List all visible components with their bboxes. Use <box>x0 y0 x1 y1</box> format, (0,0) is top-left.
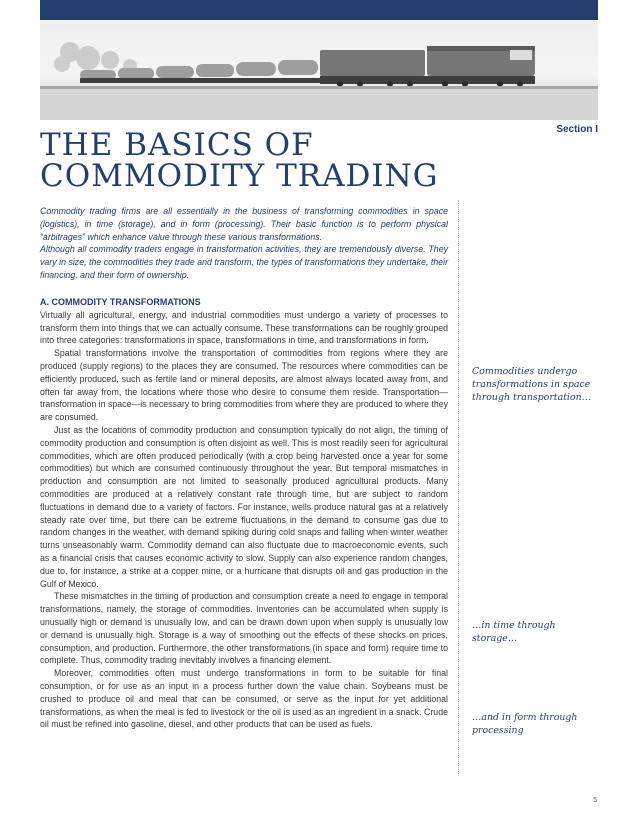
margin-note-time: …in time through storage… <box>472 620 556 644</box>
body-paragraph: These mismatches in the timing of production and consumption create a need to engage in temporal transformations, namely, the storage of commodities. Inventories can be accumulated when supply is unusually high or demand is unusually low, and can be drawn down upon when supply is unusually low or demand is unusually high. Storage is a way of smoothing out the effects of these shocks on prices, consumption, and production. Furthermore, the other transformations (in space and form) require time to complete. Thus, commodity trading inevitably involves a financing element. <box>40 591 448 666</box>
page-number: 5 <box>593 797 597 804</box>
intro-block <box>40 205 448 282</box>
margin-note-form: …and in form through processing <box>472 712 578 736</box>
header-band <box>40 0 598 20</box>
body-paragraph: Just as the locations of commodity production and consumption typically do not align, the timing of commodity production and consumption is often disjoint as well. This is most readily seen for agricultural commodities, which are often produced periodically (with a crop being harvested once a year for some commodities) but which are consumed continuously throughout the year. But temporal mismatches in production and consumption are not limited to seasonally produced agricultural products. Many commodities are produced at a relatively constant rate through time, but are subject to random fluctuations in demand due to a variety of factors. For instance, wells produce natural gas at a relatively steady rate over time, but there can be extreme fluctuations in the demand to consume gas due to random changes in the weather, with demand spiking during cold snaps and falling when winter weather turns unseasonably warm. Commodity demand can also fluctuate due to macroeconomic events, such as a financial crisis that causes economic activity to slow. Supply can also experience random changes, due to, for instance, a strike at a copper mine, or a hurricane that disrupts oil and gas production in the Gulf of Mexico. <box>40 424 448 589</box>
train-illustration <box>40 20 598 120</box>
main-text-column <box>40 296 448 731</box>
intro-paragraph: Although all commodity traders engage in transformation activities, they are tremendously diverse. They vary in size, the commodities they trade and transform, the types of transformations they undertake, their financing, and their form of ownership. <box>40 244 448 280</box>
column-divider <box>458 200 459 776</box>
body-paragraph: Virtually all agricultural, energy, and industrial commodities must undergo a variety of processes to transform them into things that we can actually consume. These transformations can be roughly grouped into three categories: transformations in space, transformations in time, and transformations in form. <box>40 309 448 346</box>
body-paragraph: Moreover, commodities often must undergo transformations in form to be suitable for final consumption, or for use as an input in a process further down the value chain. Soybeans must be crushed to produce oil and meal that can be consumed, or serve as the input for yet additional transformations, as when the meal is fed to livestock or the oil is used as an ingredient in a snack. Crude oil must be refined into gasoline, diesel, and other products that can be used as fuels. <box>40 668 448 730</box>
title-line: COMMODITY TRADING <box>40 158 439 194</box>
margin-note-space: Commodities undergo transformations in space through transportation… <box>472 366 591 403</box>
freight-train-photo <box>40 20 598 120</box>
section-heading: A. COMMODITY TRANSFORMATIONS <box>40 297 201 307</box>
page-title <box>40 127 439 194</box>
title-line: THE BASICS OF <box>40 127 314 163</box>
body-paragraph: Spatial transformations involve the transportation of commodities from regions where they are produced (supply regions) to the places they are consumed. The resources where commodities can be efficiently produced, such as fertile land or mineral deposits, are almost always located away from, and often far away from, the locations where those who desire to consume them reside. Transportation—transformation in space—is necessary to bring commodities from where they are produced to where they are consumed. <box>40 348 448 423</box>
intro-paragraph: Commodity trading firms are all essentially in the business of transforming commodities in space (logistics), in time (storage), and in form (processing). Their basic function is to perform physical “arbitrages” which enhance value through these various transformations. <box>40 206 448 242</box>
section-label: Section I <box>556 124 598 135</box>
